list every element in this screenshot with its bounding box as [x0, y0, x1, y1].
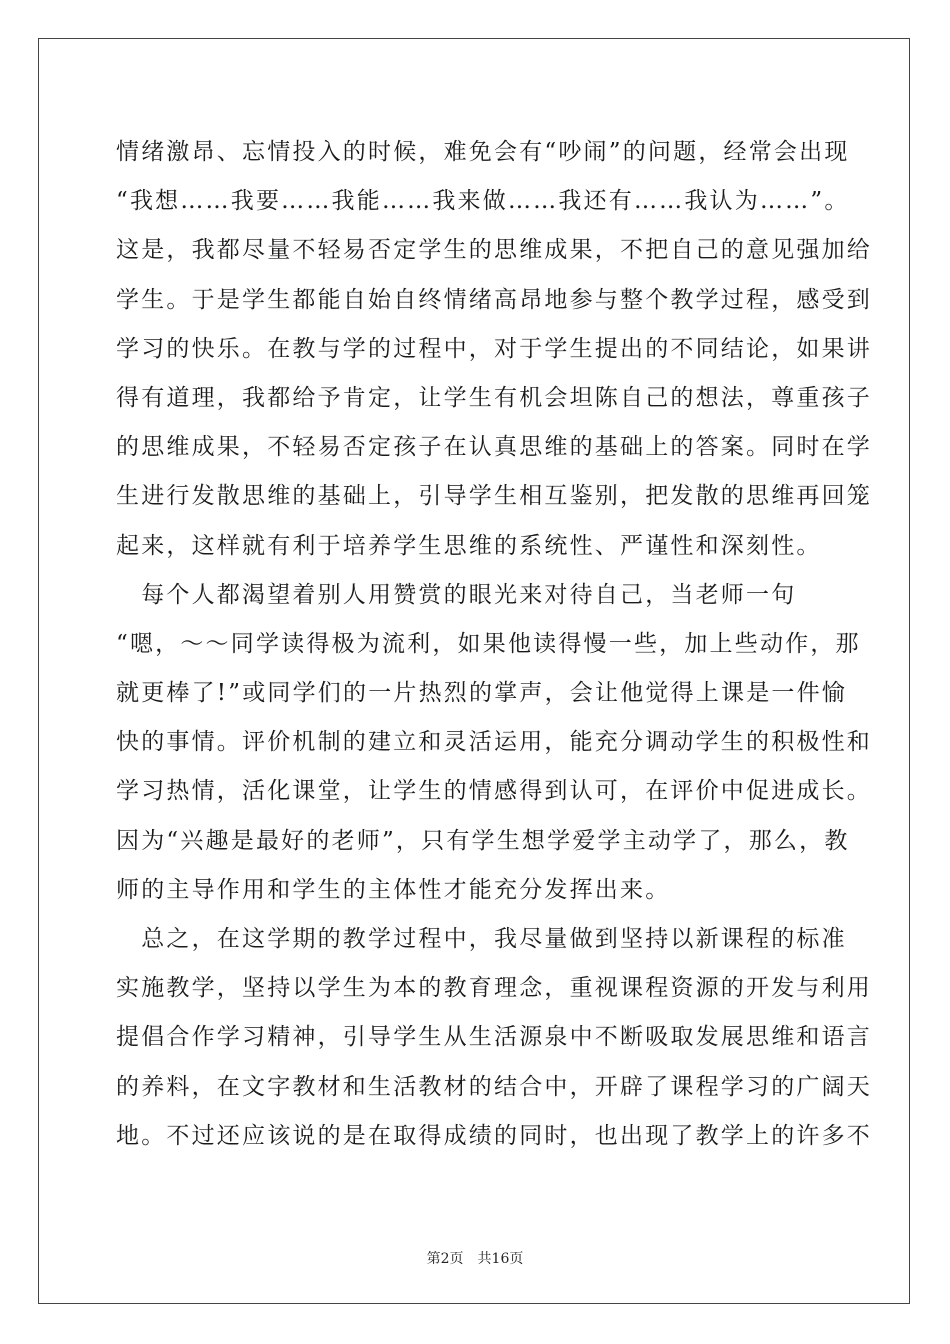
text-line: 这是，我都尽量不轻易否定学生的思维成果，不把自己的意见强加给 [116, 237, 872, 264]
total-pages: 共16页 [477, 1251, 524, 1267]
text-line: “我想……我要……我能……我来做……我还有……我认为……”。 [116, 188, 850, 215]
text-line: 学习的快乐。在教与学的过程中，对于学生提出的不同结论，如果讲 [116, 335, 872, 362]
text-line: 总之，在这学期的教学过程中，我尽量做到坚持以新课程的标准 [116, 926, 847, 952]
text-line: 生进行发散思维的基础上，引导学生相互鉴别，把发散的思维再回笼 [116, 483, 872, 510]
text-line: 实施教学，坚持以学生为本的教育理念，重视课程资源的开发与利用 [116, 975, 872, 1002]
text-line: 的养料，在文字教材和生活教材的结合中，开辟了课程学习的广阔天 [116, 1073, 872, 1100]
page-number: 第2页 [426, 1251, 464, 1267]
text-line: 因为“兴趣是最好的老师”，只有学生想学爱学主动学了，那么，教 [116, 827, 850, 854]
document-body [116, 128, 872, 1161]
text-line: 就更棒了!”或同学们的一片热烈的掌声，会让他觉得上课是一件愉 [116, 680, 848, 707]
text-line: 师的主导作用和学生的主体性才能充分发挥出来。 [116, 876, 671, 903]
text-line: 学生。于是学生都能自始自终情绪高昂地参与整个教学过程，感受到 [116, 286, 872, 313]
text-line: 每个人都渴望着别人用赞赏的眼光来对待自己，当老师一句 [116, 581, 797, 608]
text-line: 的思维成果，不轻易否定孩子在认真思维的基础上的答案。同时在学 [116, 434, 872, 461]
text-line: 地。不过还应该说的是在取得成绩的同时，也出现了教学上的许多不 [116, 1122, 872, 1149]
text-line: 得有道理，我都给予肯定，让学生有机会坦陈自己的想法，尊重孩子 [116, 384, 872, 411]
text-line: 提倡合作学习精神，引导学生从生活源泉中不断吸取发展思维和语言 [116, 1024, 872, 1051]
text-line: “嗯，～～同学读得极为流利，如果他读得慢一些，加上些动作，那 [116, 630, 861, 657]
text-line: 情绪激昂、忘情投入的时候，难免会有“吵闹”的问题，经常会出现 [116, 139, 850, 165]
text-line: 学习热情，活化课堂，让学生的情感得到认可，在评价中促进成长。 [116, 778, 872, 805]
text-line: 快的事情。评价机制的建立和灵活运用，能充分调动学生的积极性和 [116, 729, 872, 756]
text-line: 起来，这样就有利于培养学生思维的系统性、严谨性和深刻性。 [116, 532, 822, 559]
page-footer [0, 1248, 950, 1268]
